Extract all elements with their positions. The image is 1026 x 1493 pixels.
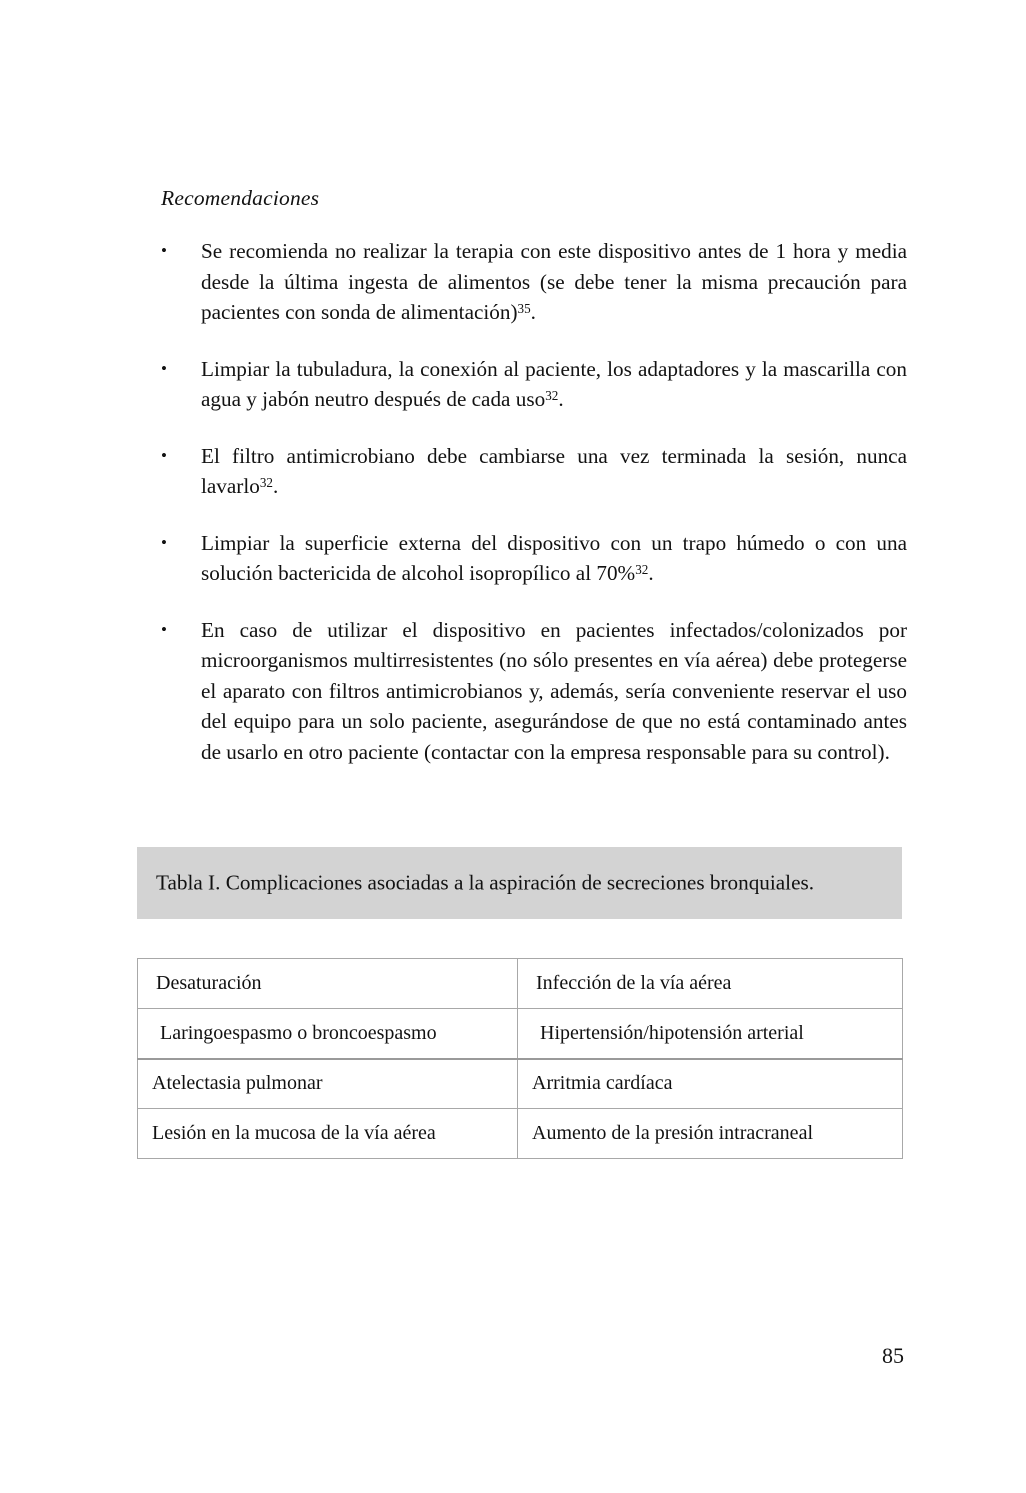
- list-item: [161, 236, 907, 328]
- footnote-reference: 32: [259, 474, 273, 490]
- footnote-reference: 32: [545, 387, 559, 403]
- table-row: [138, 1059, 903, 1109]
- list-item-text: El filtro antimicrobiano debe cambiarse una vez terminada la sesión, nunca lavarlo$^{32}$.: [201, 443, 907, 498]
- complications-table: [137, 958, 903, 1159]
- table-row: [138, 1009, 903, 1059]
- page-number: 85: [882, 1343, 904, 1368]
- recommendations-list: [161, 236, 907, 767]
- footnote-reference: 35: [517, 300, 531, 316]
- table-caption-text: Tabla I. Complicaciones asociadas a la aspiración de secreciones bronquiales.: [156, 870, 815, 895]
- table-cell-right: Hipertensión/hipotensión arterial: [518, 1009, 903, 1059]
- list-item-text: Limpiar la tubuladura, la conexión al paciente, los adaptadores y la mascarilla con agua y jabón neutro después de cada uso$^{32}$.: [201, 356, 907, 411]
- list-item: [161, 528, 907, 589]
- table-cell-right: Aumento de la presión intracraneal: [518, 1109, 903, 1159]
- section-heading-recomendaciones: Recomendaciones: [161, 186, 320, 210]
- table-row: [138, 1109, 903, 1159]
- footnote-reference: 32: [635, 561, 649, 577]
- table-caption-band: [137, 847, 902, 919]
- bullet-icon: •: [161, 619, 167, 639]
- table-row: [138, 959, 903, 1009]
- bullet-icon: •: [161, 445, 167, 465]
- list-item-text: En caso de utilizar el dispositivo en pacientes infectados/colonizados por microorganismos multirresistentes (no sólo presentes en vía aérea) debe protegerse el aparato con filtros antimicrobianos y, además, sería conveniente reservar el uso del equipo para un solo paciente, asegurándose de que no está contaminado antes de usarlo en otro paciente (contactar con la empresa responsable para su control).: [201, 617, 907, 764]
- bullet-icon: •: [161, 532, 167, 552]
- table-cell-left: Lesión en la mucosa de la vía aérea: [138, 1109, 518, 1159]
- list-item: [161, 441, 907, 502]
- bullet-icon: •: [161, 358, 167, 378]
- table-cell-left: Atelectasia pulmonar: [138, 1059, 518, 1109]
- list-item-text: Limpiar la superficie externa del dispositivo con un trapo húmedo o con una solución bactericida de alcohol isopropílico al 70%$^{32}$.: [201, 530, 907, 585]
- bullet-icon: •: [161, 241, 167, 260]
- list-item: [161, 354, 907, 415]
- table-cell-right: Infección de la vía aérea: [518, 959, 903, 1009]
- list-item: [161, 615, 907, 768]
- table-cell-right: Arritmia cardíaca: [518, 1059, 903, 1109]
- list-item-text: Se recomienda no realizar la terapia con este dispositivo antes de 1 hora y media desde la última ingesta de alimentos (se debe tener la misma precaución para pacientes con sonda de alimentación)$^{35}$.: [201, 239, 907, 324]
- table-cell-left: Laringoespasmo o broncoespasmo: [138, 1009, 518, 1059]
- table-cell-left: Desaturación: [138, 959, 518, 1009]
